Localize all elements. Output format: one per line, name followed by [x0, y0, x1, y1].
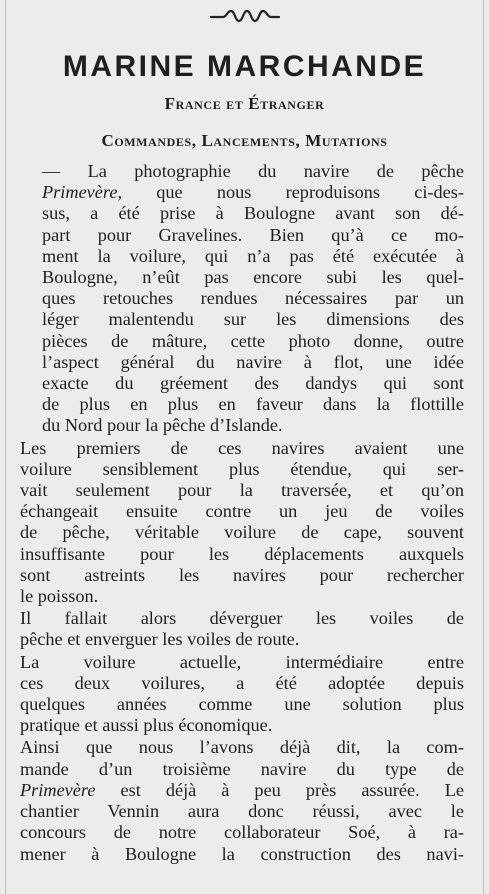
text-line: sus, a été prise à Boulogne avant son dé-	[42, 203, 464, 224]
text-line: voilure sensiblement plus étendue, qui ser-	[20, 458, 464, 479]
text-line: pêche et enverguer les voiles de route.	[20, 629, 300, 650]
text-line: mener à Boulogne la construction des navi-	[20, 843, 464, 864]
article-body	[20, 161, 464, 865]
text-line: le poisson.	[20, 586, 99, 607]
ship-name: Primevère	[20, 779, 96, 800]
text-fragment: , que nous reproduisons ci-des-	[117, 182, 464, 203]
paragraph-1	[20, 161, 464, 437]
text-line: La voilure actuelle, intermédiaire entre	[20, 651, 464, 672]
text-line: pratique et aussi plus économique.	[20, 715, 273, 736]
text-line: exacte du gréement des dandys qui sont	[42, 373, 464, 394]
paragraph-2	[20, 438, 464, 608]
text-line	[20, 182, 464, 203]
paragraph-4	[20, 652, 464, 737]
text-line: de plus en plus en faveur dans la flottille	[42, 394, 464, 415]
paragraph-5	[20, 737, 464, 864]
text-line: ment la voilure, qui n’a pas été exécutée à	[42, 245, 464, 266]
text-fragment: est déjà à peu près assurée. Le	[95, 779, 464, 800]
text-line: vait seulement pour la traversée, et qu’on	[20, 480, 464, 501]
text-line: de pêche, véritable voilure de cape, souvent	[20, 522, 464, 543]
section-heading: Commandes, Lancements, Mutations	[101, 131, 388, 150]
text-line: Il fallait alors déverguer les voiles de	[20, 608, 464, 629]
section-subtitle: France et Étranger	[164, 94, 325, 113]
text-line: quelques années comme une solution plus	[20, 694, 464, 715]
wave-ornament-icon	[209, 6, 281, 26]
text-line	[20, 780, 464, 801]
text-line: concours de notre collaborateur Soé, à ra-	[20, 822, 464, 843]
page-title: MARINE MARCHANDE	[62, 50, 427, 83]
text-line: Ainsi que nous l’avons déjà dit, la com-	[20, 737, 464, 758]
text-line: — La photographie du navire de pêche	[42, 161, 464, 181]
text-line: sont astreints les navires pour rechercher	[20, 564, 464, 585]
text-line: Boulogne, n’eût pas encore subi les quel-	[42, 267, 464, 288]
text-line: chantier Vennin aura donc réussi, avec le	[20, 801, 464, 822]
ship-name: Primevère	[42, 182, 118, 203]
paragraph-3	[20, 608, 464, 650]
header-ornament	[0, 6, 489, 28]
text-line: mande d’un troisième navire du type de	[20, 758, 464, 779]
text-line: insuffisante pour les déplacements auxquels	[20, 543, 464, 564]
text-line: échangeait ensuite contre un jeu de voiles	[20, 501, 464, 522]
text-line: léger malentendu sur les dimensions des	[42, 309, 464, 330]
text-line: pièces de mâture, cette photo donne, outre	[42, 330, 464, 351]
text-line: l’aspect général du navire à flot, une idée	[42, 351, 464, 372]
text-line: du Nord pour la pêche d’Islande.	[42, 415, 283, 436]
text-line: Les premiers de ces navires avaient une	[20, 437, 464, 458]
text-line: ques retouches rendues nécessaires par un	[42, 288, 464, 309]
text-line: part pour Gravelines. Bien qu’à ce mo-	[42, 224, 464, 245]
text-line: ces deux voilures, a été adoptée depuis	[20, 672, 464, 693]
